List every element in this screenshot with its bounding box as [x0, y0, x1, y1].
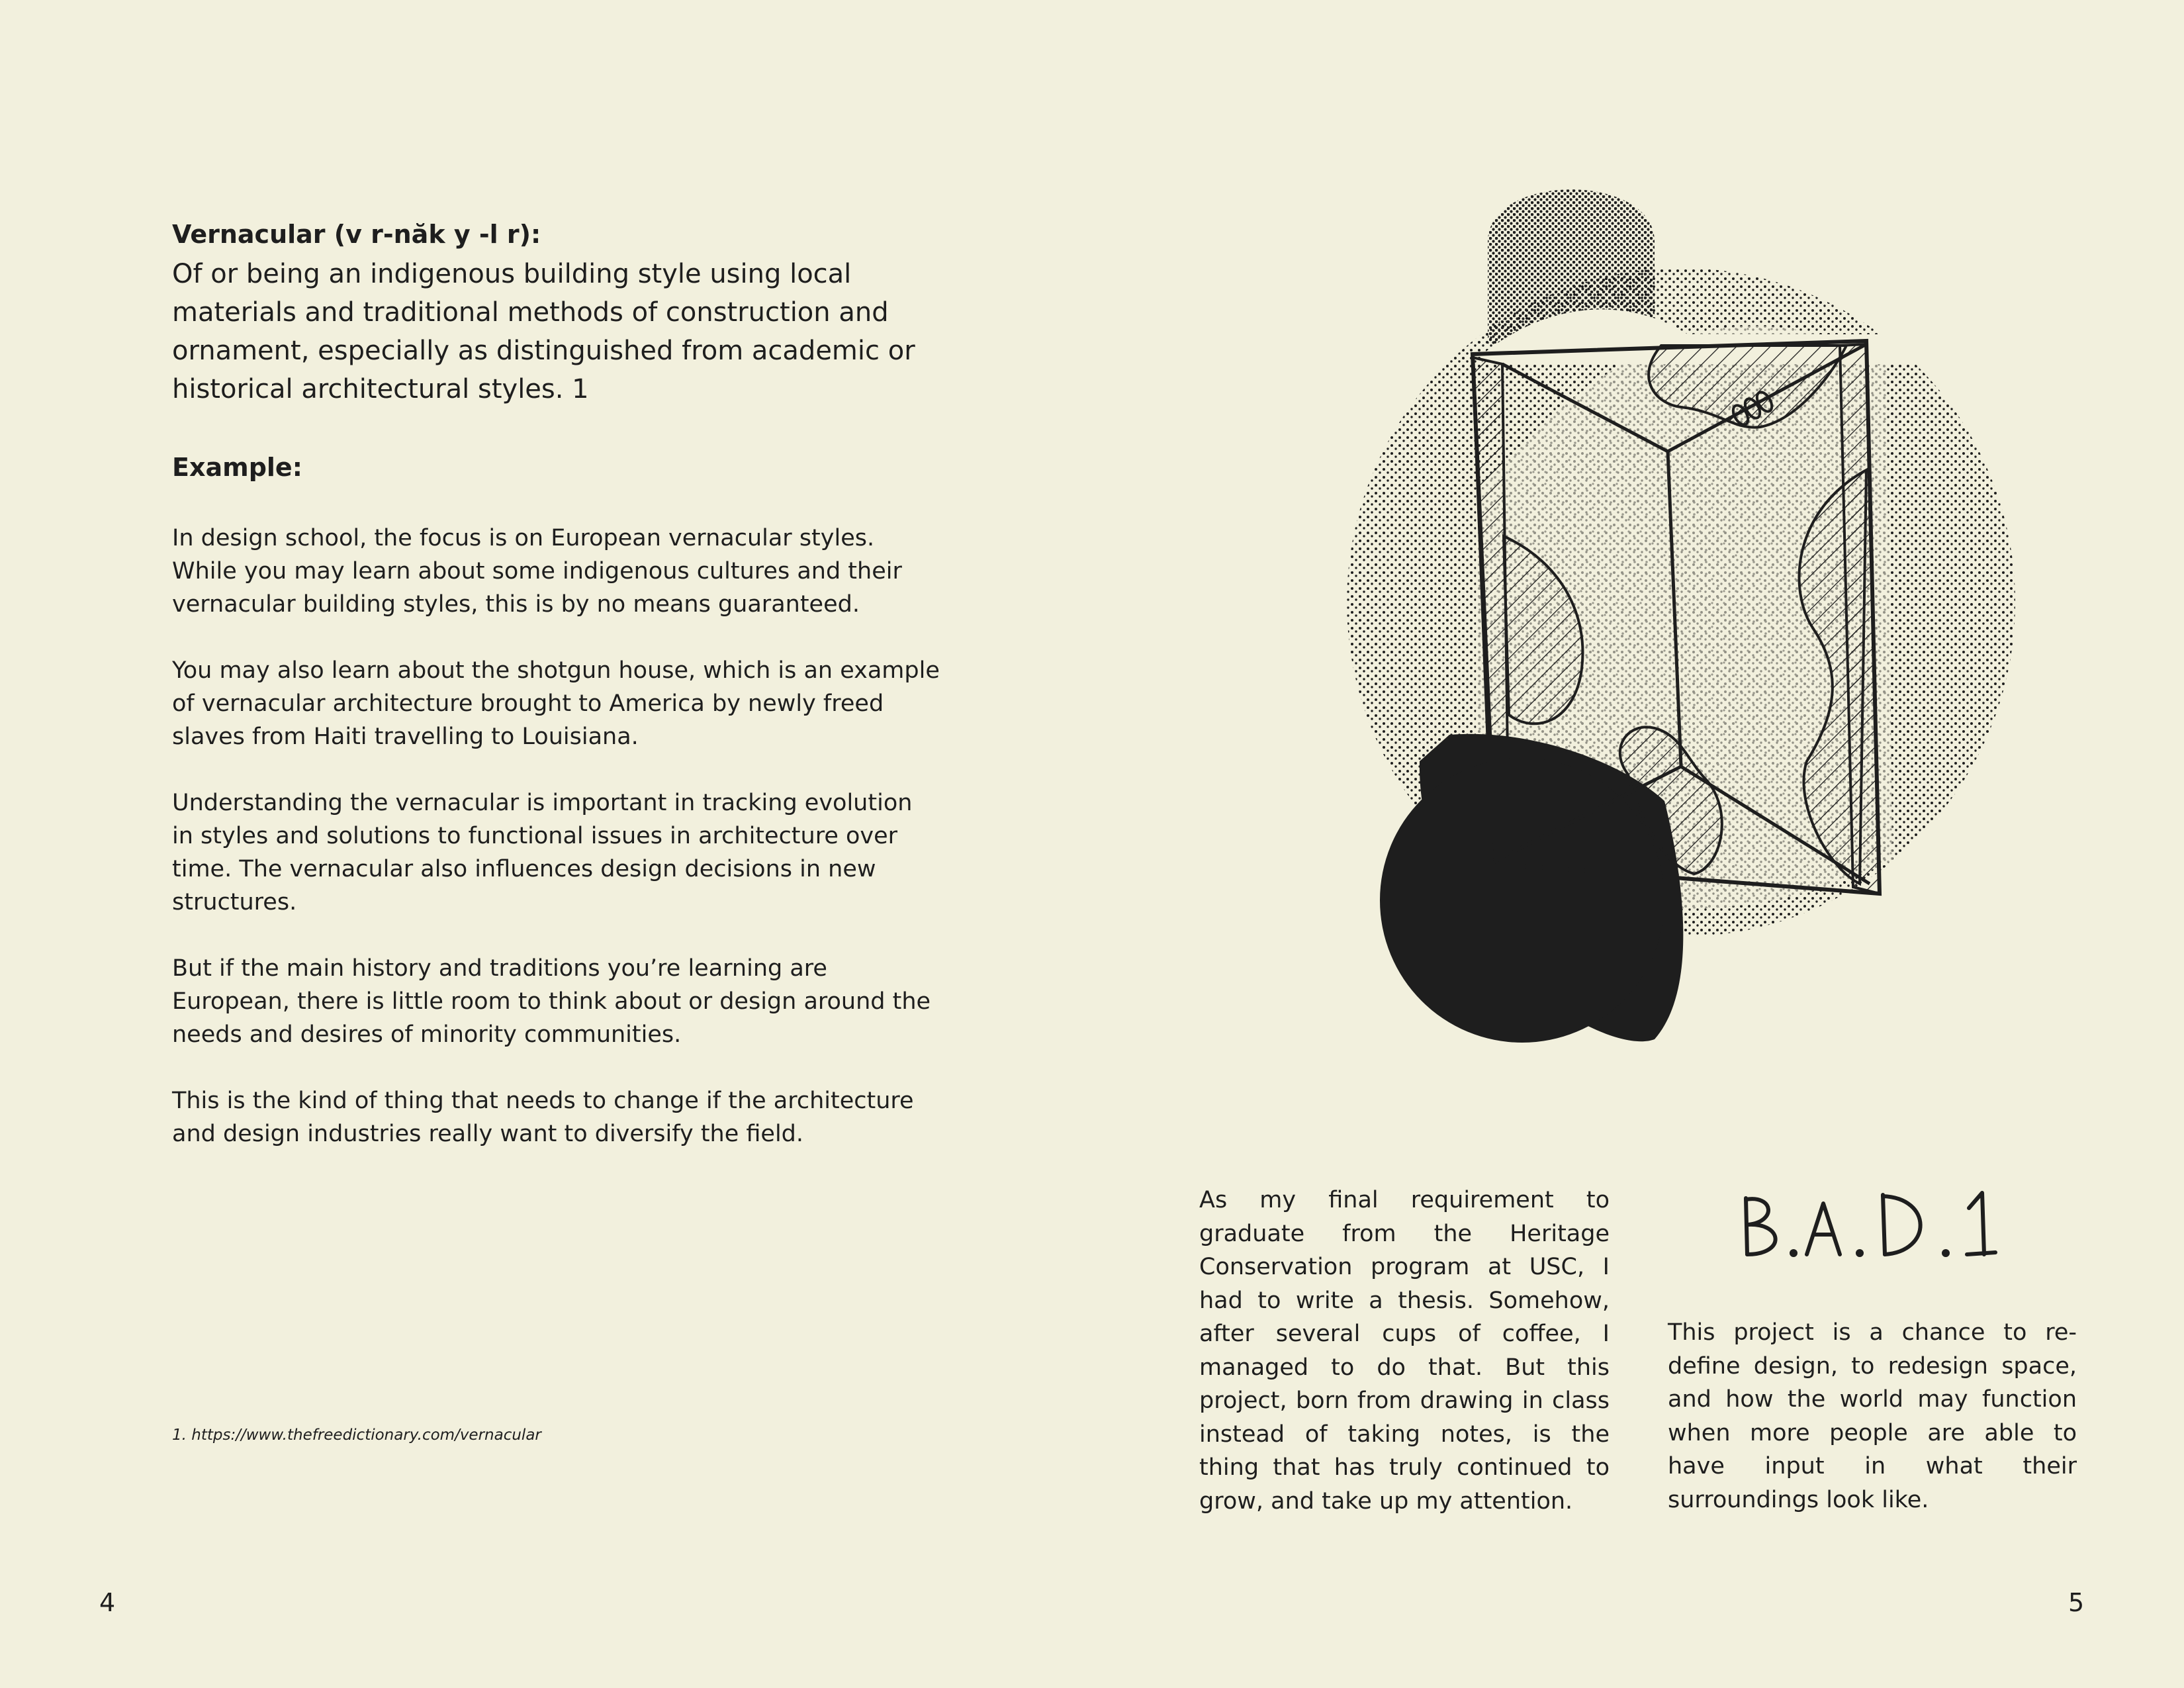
example-heading: Example: [172, 453, 302, 482]
stippled-illustration [1310, 165, 2025, 1092]
paragraph-1: In design school, the focus is on European vernacular styles. While you may learn about some indigenous cultures and their vernacular building styles, this is by no means guaranteed. [172, 525, 902, 618]
body-copy [172, 522, 940, 1184]
footnote: 1. https://www.thefreedictionary.com/vernacular [172, 1427, 541, 1444]
term-heading: Vernacular (v r-năk y -l r): [172, 220, 541, 249]
handwritten-title [1734, 1185, 1999, 1264]
intro-column: As my final requirement to graduate from the Heritage Conservation program at USC, I had to write a thesis. Somehow, after several cups of coffee, I managed to do that. But this project, born from drawing in class instead of taking notes, is the thing that has truly continued to grow, and take up my attention. [1199, 1187, 1610, 1515]
definition-text: Of or being an indigenous building style using local materials and traditional methods of construction and ornament, especially as distinguished from academic or historical architectural styles. 1 [172, 259, 915, 404]
paragraph-4: But if the main history and traditions you’re learning are European, there is little room to think about or design around the needs and desires of minority communities. [172, 955, 931, 1048]
page-number-left: 4 [99, 1588, 116, 1617]
paragraph-5: This is the kind of thing that needs to change if the architecture and design industries really want to diversify the field. [172, 1088, 914, 1147]
paragraph-2: You may also learn about the shotgun house, which is an example of vernacular architecture brought to America by newly freed slaves from Haiti travelling to Louisiana. [172, 657, 940, 750]
page-number-right: 5 [2068, 1588, 2085, 1617]
paragraph-3: Understanding the vernacular is important in tracking evolution in styles and solutions to functional issues in architecture over time. The vernacular also influences design decisions in new structures. [172, 790, 913, 915]
project-column: This project is a chance to re-define design, to redesign space, and how the world may function when more people are able to have input in what their surroundings look like. [1668, 1319, 2077, 1513]
